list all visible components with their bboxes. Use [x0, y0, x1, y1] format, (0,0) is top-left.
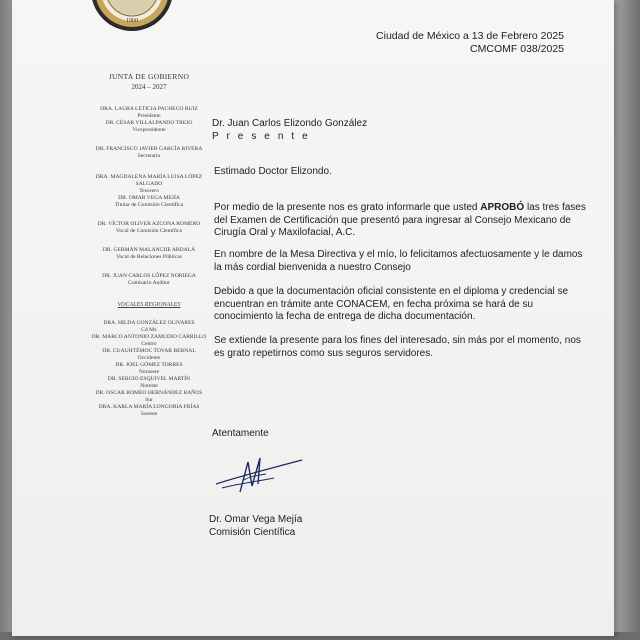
regional-name: DRA. HILDA GONZÁLEZ OLIVARES	[103, 320, 195, 326]
paragraph-welcome: En nombre de la Mesa Directiva y el mío, lo felicitamos afectuosamente y le damos la más cordial bienvenida a nuestro Consejo	[214, 249, 583, 273]
regional-name: DR. SERGIO ESQUIVEL MARTÍN	[107, 376, 191, 382]
regional-zone: Occidente	[137, 355, 161, 361]
signer-title: Comisión Científica	[209, 526, 296, 538]
paragraph-result-start: Por medio de la presente nos es grato informarle que usted	[214, 202, 481, 213]
member-name: DRA. MAGDALENA MARÍA LUISA LÓPEZ	[95, 174, 203, 180]
member-role: Presidente	[137, 113, 161, 119]
member-name: DRA. LAURA LETICIA PACHECO RUIZ	[100, 106, 198, 112]
recipient-name: Dr. Juan Carlos Elizondo González	[212, 118, 368, 129]
signature-icon	[214, 448, 306, 500]
board-years: 2024 – 2027	[131, 83, 167, 91]
farewell: Atentamente	[212, 428, 269, 439]
regional-zone: Cd Mx	[141, 327, 157, 333]
regional-zone: Noreste	[140, 383, 158, 389]
board-sidebar	[90, 72, 208, 418]
member-name: DR. JUAN CARLOS LÓPEZ NORIEGA	[102, 273, 196, 279]
regional-name: DR. CUAUHTÉMOC TOVAR BERNAL	[102, 348, 196, 354]
regional-zone: Sur	[145, 397, 153, 403]
member-role: Vicepresidente	[132, 127, 166, 133]
regional-name: DR. JOEL GÓMEZ TORRES	[115, 362, 183, 368]
regional-zone: Centro	[141, 341, 157, 347]
reference-number: CMCOMF 038/2025	[470, 43, 564, 55]
member-role: Vocal de Relaciones Públicas	[116, 254, 182, 260]
organization-seal-icon	[90, 0, 174, 32]
member-name-continued: SALGADO	[135, 181, 163, 187]
place-date: Ciudad de México a 13 de Febrero 2025	[376, 30, 564, 42]
member-role: Vocal de Comisión Científica	[116, 228, 182, 234]
paragraph-documents: Debido a que la documentación oficial consistente en el diploma y credencial se encuentran en trámite ante CONACEM, en fecha próxima se hará de su conocimiento la fecha de entrega de dicha documentación.	[214, 286, 569, 322]
member-name: DR. OMAR VEGA MEJÍA	[118, 195, 180, 201]
regional-zone: Noroeste	[138, 369, 160, 375]
letter-page	[12, 0, 614, 636]
signer-block	[209, 514, 302, 539]
member-role: Tesorero	[139, 188, 159, 194]
member-role: Comisario Auditor	[128, 280, 170, 286]
paragraph-closing: Se extiende la presente para los fines del interesado, sin más por el momento, nos es grato repetirnos como sus seguros servidores.	[214, 335, 581, 359]
member-role: Titular de Comisión Científica	[114, 202, 184, 208]
signer-name: Dr. Omar Vega Mejía	[209, 514, 303, 525]
member-role: Secretario	[137, 153, 161, 159]
letter-header	[376, 30, 564, 56]
paragraph-result	[214, 202, 586, 240]
regional-zone: Sureste	[140, 411, 158, 417]
member-name: DR. CÉSAR VILLALPANDO TREJO	[105, 120, 193, 126]
greeting: Estimado Doctor Elizondo.	[214, 166, 332, 177]
paragraph-result-end: las tres fases del Examen de Certificación que presentó para ingresar al Consejo Mexicano de Cirugía Oral y Maxilofacial, A.C.	[214, 202, 586, 238]
regional-name: DR. OSCAR ROMEO HERNÁNDEZ BAÑOS	[95, 390, 203, 396]
member-name: DR. FRANCISCO JAVIER GARCÍA RIVERA	[95, 146, 203, 152]
presente-label: P r e s e n t e	[212, 130, 311, 142]
background-right	[610, 0, 640, 640]
regional-name: DR. MARCO ANTONIO ZAMUDIO CARRILLO	[91, 334, 207, 340]
regional-title: VOCALES REGIONALES	[117, 302, 181, 308]
regional-name: DRA. KARLA MARÍA LONGORIA FRÍAS	[98, 404, 200, 410]
seal-year: 1960	[126, 18, 138, 24]
board-title: JUNTA DE GOBIERNO	[108, 72, 190, 81]
member-name: DR. VÍCTOR OLIVER AZCONA ROMERO	[97, 221, 201, 227]
letter-body	[209, 118, 587, 538]
member-name: DR. GERMÁN MALANCHE ABDALÁ	[102, 247, 196, 253]
approved-word: APROBÓ	[480, 202, 525, 213]
